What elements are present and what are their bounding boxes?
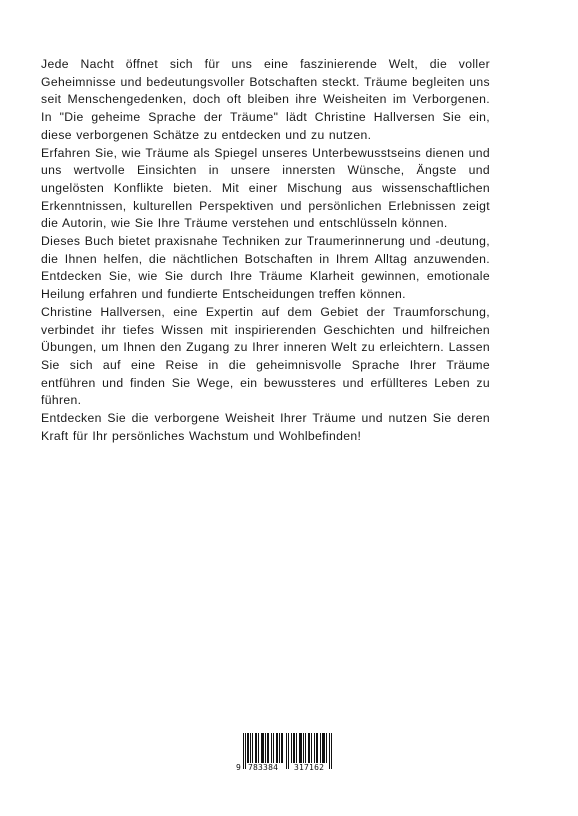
barcode-first-digit: 9 <box>236 763 242 772</box>
isbn-barcode <box>236 733 340 773</box>
blurb-paragraph-5: Entdecken Sie die verborgene Weisheit Ihrer Träume und nutzen Sie deren Kraft für Ihr persönliches Wachstum und Wohlbefinden! <box>41 411 490 443</box>
barcode-left-digits: 783384 <box>248 763 279 772</box>
back-cover-blurb <box>41 56 490 445</box>
blurb-paragraph-1: Jede Nacht öffnet sich für uns eine faszinierende Welt, die voller Geheimnisse und bedeutungsvoller Botschaften steckt. Träume begleiten uns seit Menschengedenken, doch oft bleiben ihre Weisheiten im Verborgenen. In "Die geheime Sprache der Träume" lädt Christine Hallversen Sie ein, diese verborgenen Schätze zu entdecken und zu nutzen. <box>41 57 490 142</box>
barcode-right-digits: 317162 <box>294 763 325 772</box>
blurb-paragraph-4: Christine Hallversen, eine Expertin auf dem Gebiet der Traumforschung, verbindet ihr tiefes Wissen mit inspirierenden Geschichten und hilfreichen Übungen, um Ihnen den Zugang zu Ihrer inneren Welt zu erleichtern. Lassen Sie sich auf eine Reise in die geheimnisvolle Sprache Ihrer Träume entführen und finden Sie Wege, ein bewussteres und erfüllteres Leben zu führen. <box>41 304 490 408</box>
blurb-paragraph-3: Dieses Buch bietet praxisnahe Techniken zur Traumerinnerung und -deutung, die Ihnen helfen, die nächtlichen Botschaften in Ihrem Alltag anzuwenden. Entdecken Sie, wie Sie durch Ihre Träume Klarheit gewinnen, emotionale Heilung erfahren und fundierte Entscheidungen treffen können. <box>41 234 490 302</box>
blurb-paragraph-2: Erfahren Sie, wie Träume als Spiegel unseres Unterbewusstseins dienen und uns wertvolle Einsichten in unsere innersten Wünsche, Ängste und ungelösten Konflikte bieten. Mit einer Mischung aus wissenschaftlichen Erkenntnissen, kulturellen Perspektiven und persönlichen Erlebnissen zeigt die Autorin, wie Sie Ihre Träume verstehen und entschlüsseln können. <box>41 145 490 231</box>
